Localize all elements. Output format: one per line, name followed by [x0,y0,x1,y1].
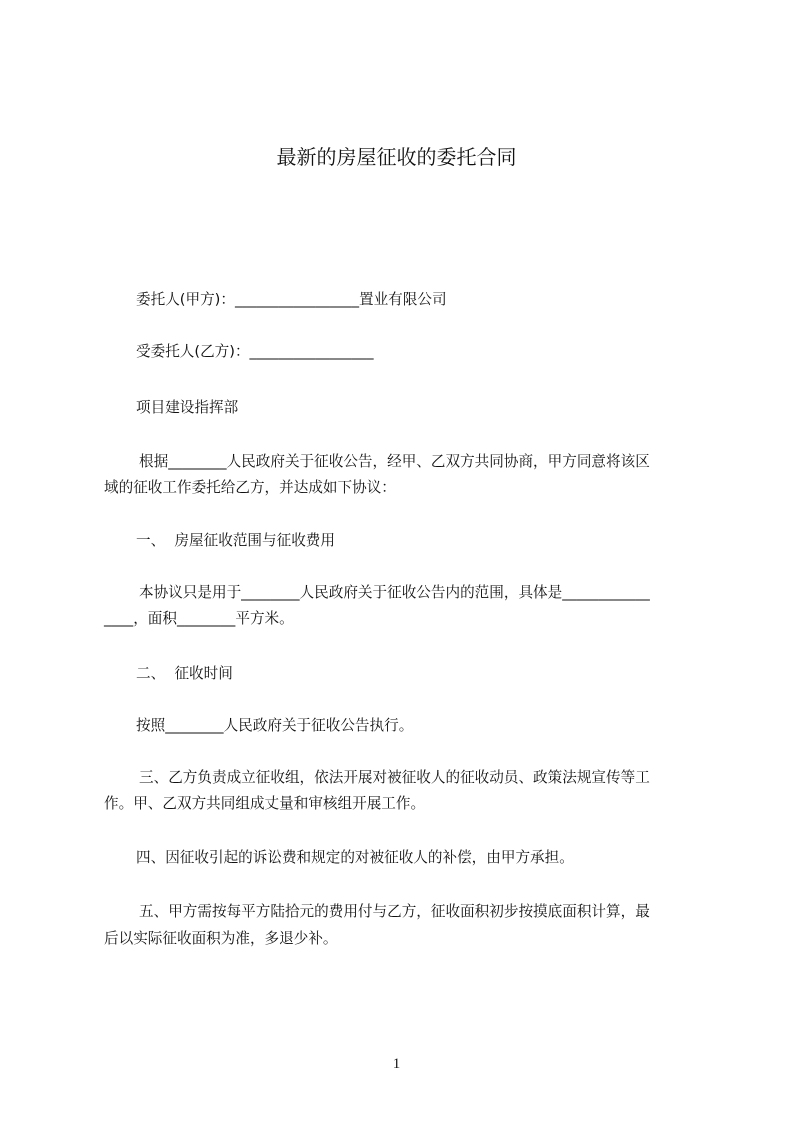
section1-line-1: 本协议只是用于________人民政府关于征收公告内的范围，具体是____________ [139,584,650,601]
party-a-line: 委托人(甲方)：_________________置业有限公司 [136,291,447,308]
section1-line-2: ____，面积________平方米。 [104,610,294,627]
intro-line-2: 域的征收工作委托给乙方，并达成如下协议： [104,479,396,496]
project-line: 项目建设指挥部 [136,399,239,416]
section2-body: 按照________人民政府关于征收公告执行。 [136,717,414,734]
section3-line-1: 三、乙方负责成立征收组，依法开展对被征收人的征收动员、政策法规宣传等工 [139,769,650,786]
section3-line-2: 作。甲、乙双方共同组成丈量和审核组开展工作。 [104,795,426,812]
section5-line-1: 五、甲方需按每平方陆拾元的费用付与乙方，征收面积初步按摸底面积计算，最 [139,903,650,920]
page-number: 1 [392,1056,401,1072]
party-b-line: 受委托人(乙方)：_________________ [136,343,374,360]
document-title: 最新的房屋征收的委托合同 [276,145,517,169]
section1-heading: 一、 房屋征收范围与征收费用 [136,532,335,549]
section5-line-2: 后以实际征收面积为准，多退少补。 [104,930,338,947]
section4-text: 四、因征收引起的诉讼费和规定的对被征收人的补偿，由甲方承担。 [136,849,574,866]
section2-heading: 二、 征收时间 [136,665,233,682]
intro-line-1: 根据________人民政府关于征收公告，经甲、乙双方共同协商，甲方同意将该区 [139,453,650,470]
